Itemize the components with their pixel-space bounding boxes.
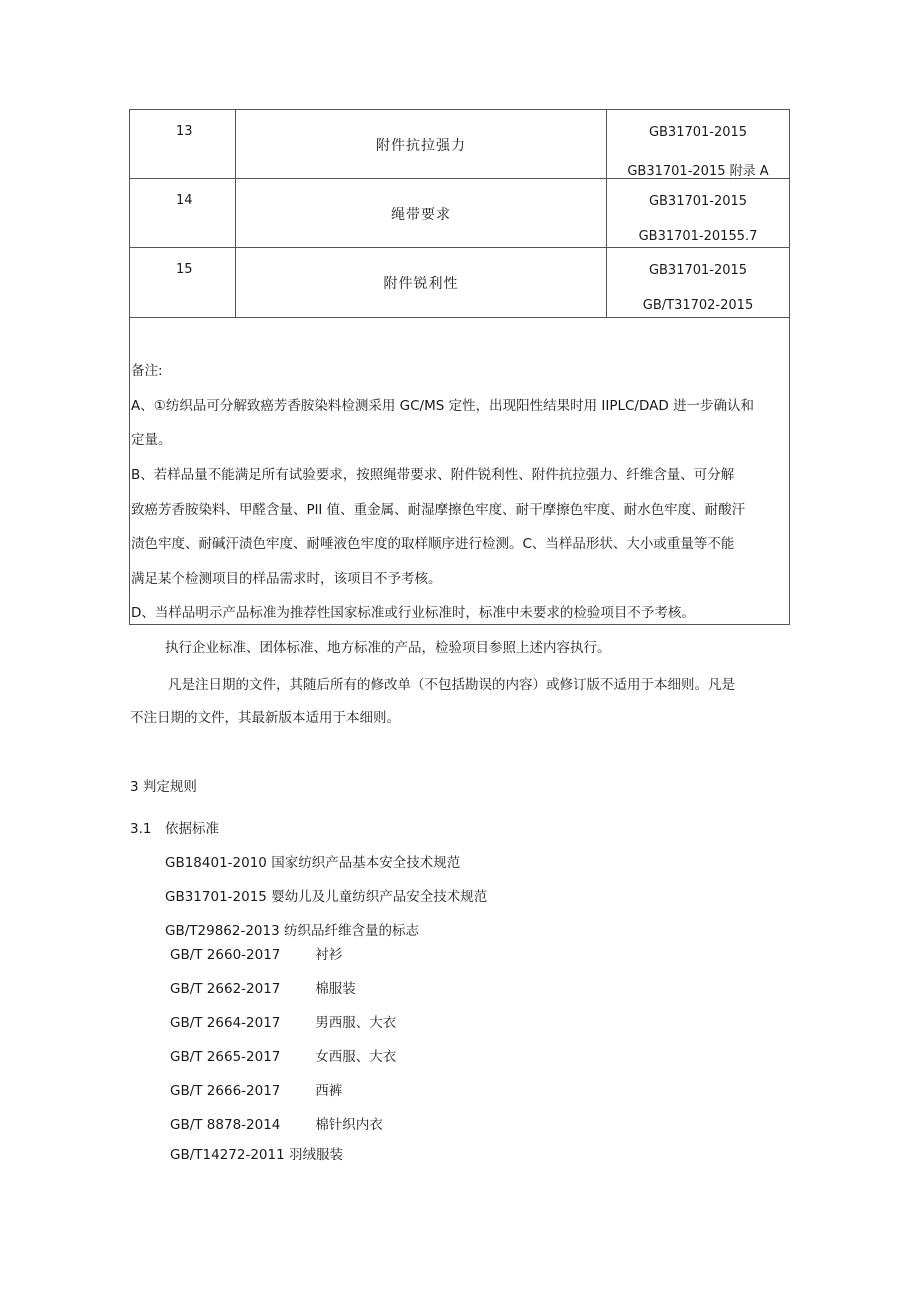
item-name-cell xyxy=(236,248,607,317)
inspection-table xyxy=(129,109,790,625)
remark-b-line-4: 满足某个检测项目的样品需求时，该项目不予考核。 xyxy=(131,571,442,587)
standard-code: GB/T29862-2013 xyxy=(165,923,280,939)
item-number-cell xyxy=(130,110,236,178)
standard-title: 国家纺织产品基本安全技术规范 xyxy=(271,855,461,871)
standard-title: 男西服、大衣 xyxy=(315,1015,397,1031)
item-number: 15 xyxy=(176,262,193,277)
item-name: 附件抗拉强力 xyxy=(376,138,466,154)
standard-code: GB/T 2666-2017 xyxy=(170,1083,281,1099)
standard-title: 羽绒服装 xyxy=(289,1147,343,1163)
standard-code: GB18401-2010 xyxy=(165,855,267,871)
remark-a-line-2: 定量。 xyxy=(131,432,172,448)
remarks-cell xyxy=(130,318,789,624)
standard-entry xyxy=(170,977,356,997)
item-name-cell xyxy=(236,179,607,247)
standard-cell xyxy=(607,110,789,178)
remarks-label: 备注: xyxy=(131,363,163,379)
standard-title: 棉针织内衣 xyxy=(315,1117,383,1133)
standard-entry xyxy=(170,943,342,963)
item-number-cell xyxy=(130,248,236,317)
item-number: 14 xyxy=(176,193,193,208)
standard-secondary: GB31701-20155.7 xyxy=(638,229,758,244)
standard-secondary: GB31701-2015 附录 A xyxy=(627,164,769,179)
item-name: 附件锐利性 xyxy=(383,276,459,292)
standard-primary: GB31701-2015 xyxy=(648,125,748,140)
standard-title: 女西服、大衣 xyxy=(315,1049,397,1065)
remark-a-line-1: A、①纺织品可分解致癌芳香胺染料检测采用 GC/MS 定性，出现阳性结果时用 IIPLC/DAD 进一步确认和 xyxy=(131,398,755,414)
item-name-cell xyxy=(236,110,607,178)
standard-code: GB31701-2015 xyxy=(165,889,267,905)
table-row xyxy=(130,248,789,318)
section-heading-3-1: 3.1 依据标准 xyxy=(130,821,219,837)
standard-primary: GB31701-2015 xyxy=(648,263,748,278)
remark-b-line-1: B、若样品量不能满足所有试验要求，按照绳带要求、附件锐利性、附件抗拉强力、纤维含量、可分解 xyxy=(131,467,735,483)
standard-title: 棉服装 xyxy=(315,981,356,997)
standard-code: GB/T 8878-2014 xyxy=(170,1117,281,1133)
section-heading-3: 3 判定规则 xyxy=(130,779,197,795)
item-name: 绳带要求 xyxy=(391,207,451,223)
standard-entry xyxy=(170,1045,396,1065)
standard-cell xyxy=(607,248,789,317)
remark-d-line-1: D、当样品明示产品标准为推荐性国家标准或行业标准时，标准中未要求的检验项目不予考核。 xyxy=(131,605,695,621)
standard-entry xyxy=(165,885,487,905)
item-number: 13 xyxy=(176,124,193,139)
standard-title: 纺织品纤维含量的标志 xyxy=(284,923,419,939)
standard-entry xyxy=(170,1143,343,1163)
remark-b-line-2: 致癌芳香胺染料、甲醛含量、PlI 值、重金属、耐湿摩擦色牢度、耐干摩擦色牢度、耐水色牢度、耐酸汗 xyxy=(131,502,746,518)
paragraph-dated-docs-line-2: 不注日期的文件，其最新版本适用于本细则。 xyxy=(130,710,400,726)
standard-entry xyxy=(170,1113,383,1133)
table-row xyxy=(130,110,789,179)
standard-entry xyxy=(165,851,460,871)
standard-code: GB/T 2665-2017 xyxy=(170,1049,281,1065)
standard-title: 西裤 xyxy=(315,1083,343,1099)
standard-primary: GB31701-2015 xyxy=(648,194,748,209)
standard-code: GB/T 2662-2017 xyxy=(170,981,281,997)
standard-entry xyxy=(170,1011,396,1031)
paragraph-enterprise-standards: 执行企业标准、团体标准、地方标准的产品，检验项目参照上述内容执行。 xyxy=(165,640,611,656)
table-row xyxy=(130,179,789,248)
item-number-cell xyxy=(130,179,236,247)
remark-b-line-3: 渍色牢度、耐碱汗渍色牢度、耐唾液色牢度的取样顺序进行检测。C、当样品形状、大小或重量等不能 xyxy=(131,536,735,552)
standard-secondary: GB/T31702-2015 xyxy=(642,298,754,313)
standard-entry xyxy=(165,919,419,939)
standard-title: 婴幼儿及儿童纺织产品安全技术规范 xyxy=(271,889,488,905)
standard-code: GB/T14272-2011 xyxy=(170,1147,285,1163)
standard-entry xyxy=(170,1079,342,1099)
standard-code: GB/T 2660-2017 xyxy=(170,947,281,963)
paragraph-dated-docs-line-1: 凡是注日期的文件，其随后所有的修改单（不包括勘误的内容）或修订版不适用于本细则。凡是 xyxy=(168,677,735,693)
standard-title: 衬衫 xyxy=(315,947,343,963)
standard-code: GB/T 2664-2017 xyxy=(170,1015,281,1031)
standard-cell xyxy=(607,179,789,247)
